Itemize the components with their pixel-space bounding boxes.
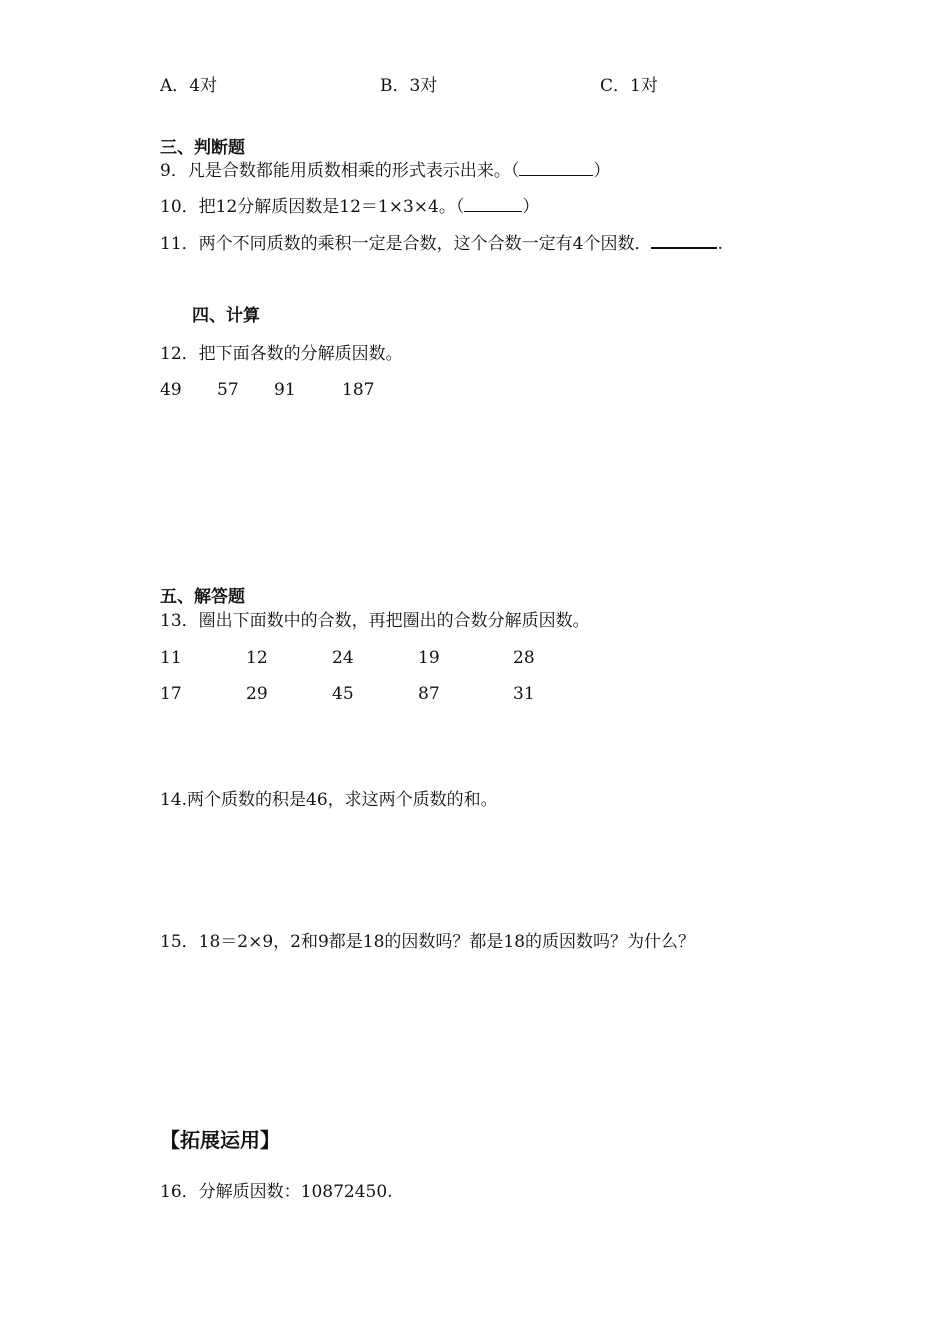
answer-blank-11[interactable] xyxy=(651,232,717,249)
q13-number: 19 xyxy=(418,648,440,668)
q13-number: 12 xyxy=(246,648,268,668)
q12-number: 187 xyxy=(342,380,375,400)
extension-heading: 【拓展运用】 xyxy=(160,1128,280,1152)
question-11-close: . xyxy=(717,234,723,254)
question-10 xyxy=(160,196,539,218)
q12-number: 49 xyxy=(160,380,182,400)
q13-number: 17 xyxy=(160,684,182,704)
answer-blank-10[interactable] xyxy=(464,196,522,212)
section-4-heading: 四、计算 xyxy=(192,306,260,326)
option-b: B．3对 xyxy=(380,76,438,96)
q13-number: 31 xyxy=(513,684,535,704)
section-5-heading: 五、解答题 xyxy=(160,587,245,607)
section-3-heading: 三、判断题 xyxy=(160,138,245,158)
q13-number: 87 xyxy=(418,684,440,704)
question-10-close: ） xyxy=(522,197,540,217)
question-11-text: 11．两个不同质数的乘积一定是合数，这个合数一定有4个因数． xyxy=(160,234,652,254)
option-a: A．4对 xyxy=(160,76,218,96)
question-10-text: 10．把12分解质因数是12＝1×3×4。（ xyxy=(160,197,465,217)
option-c: C．1对 xyxy=(600,76,658,96)
q13-number: 45 xyxy=(332,684,354,704)
q13-number: 24 xyxy=(332,648,354,668)
question-12: 12．把下面各数的分解质因数。 xyxy=(160,344,403,364)
q13-number: 29 xyxy=(246,684,268,704)
question-9-close: ） xyxy=(593,161,611,181)
question-9 xyxy=(160,160,610,182)
q13-number: 11 xyxy=(160,648,182,668)
question-16: 16．分解质因数：10872450. xyxy=(160,1182,393,1202)
q13-number: 28 xyxy=(513,648,535,668)
question-13: 13．圈出下面数中的合数，再把圈出的合数分解质因数。 xyxy=(160,611,590,631)
q12-number: 57 xyxy=(217,380,239,400)
answer-blank-9[interactable] xyxy=(519,160,593,176)
q12-number: 91 xyxy=(274,380,296,400)
question-11 xyxy=(160,232,723,255)
question-9-text: 9．凡是合数都能用质数相乘的形式表示出来。（ xyxy=(160,161,520,181)
question-14: 14.两个质数的积是46，求这两个质数的和。 xyxy=(160,790,498,810)
question-15: 15．18＝2×9，2和9都是18的因数吗？都是18的质因数吗？为什么？ xyxy=(160,932,696,952)
